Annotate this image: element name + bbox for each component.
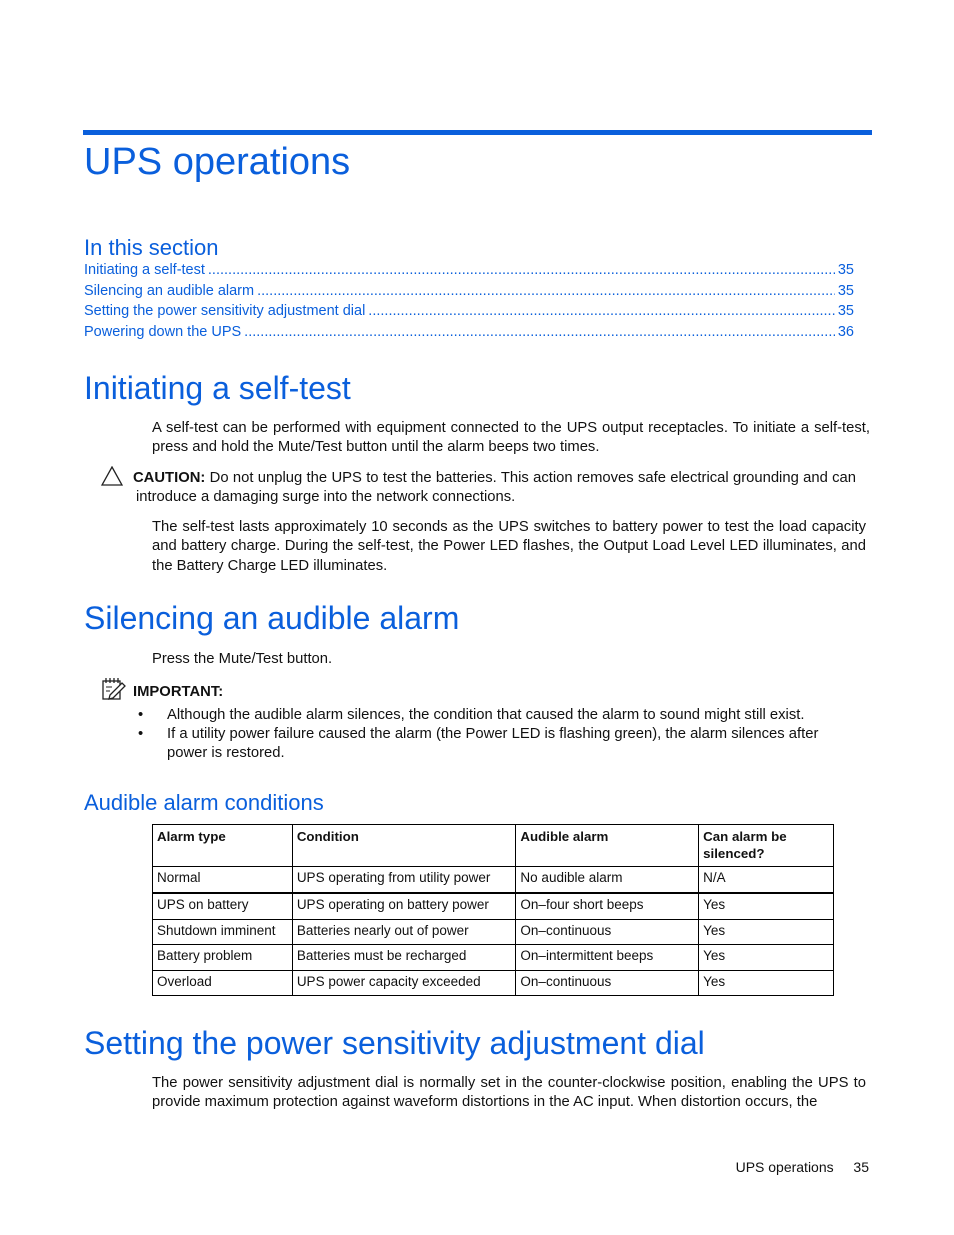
table-cell: On–four short beeps: [516, 893, 699, 919]
caution-text: Do not unplug the UPS to test the batteries. This action removes safe electrical grounding and can introduce a damaging surge into the network connections.: [136, 470, 856, 506]
table-cell: UPS operating on battery power: [292, 893, 516, 919]
toc-leader: [368, 303, 835, 319]
toc-entry[interactable]: [84, 324, 854, 345]
table-cell: On–continuous: [516, 970, 699, 996]
sensitivity-text: The power sensitivity adjustment dial is normally set in the counter-clockwise position, enabling the UPS to provide maximum protection against waveform distortions in the AC input. When distortion occurs, the: [152, 1075, 866, 1111]
toc-entry-label[interactable]: Setting the power sensitivity adjustment dial: [84, 303, 366, 320]
column-header: Condition: [292, 825, 516, 867]
table-row: [153, 893, 834, 919]
table-cell: Yes: [699, 945, 834, 971]
toc-list: [84, 262, 854, 345]
table-cell: Shutdown imminent: [153, 919, 293, 945]
toc-entry[interactable]: [84, 262, 854, 283]
table-row: [153, 945, 834, 971]
chapter-title: UPS operations: [84, 141, 351, 183]
bullet-icon: •: [138, 726, 144, 742]
self-test-heading: Initiating a self-test: [84, 370, 351, 406]
table-row: [153, 867, 834, 894]
toc-entry-page[interactable]: 35: [837, 282, 854, 299]
list-item: [136, 725, 856, 763]
toc-entry-page[interactable]: 36: [837, 324, 854, 341]
table-cell: Batteries must be recharged: [292, 945, 516, 971]
silencing-heading: Silencing an audible alarm: [84, 600, 460, 636]
important-bullets: [136, 706, 856, 763]
toc-entry[interactable]: [84, 303, 854, 324]
table-cell: UPS power capacity exceeded: [292, 970, 516, 996]
table-row: [153, 919, 834, 945]
list-item: [136, 706, 856, 725]
column-header: Audible alarm: [516, 825, 699, 867]
bullet-text: Although the audible alarm silences, the condition that caused the alarm to sound might still exist.: [167, 707, 805, 723]
page-footer: [736, 1159, 869, 1175]
toc-entry-page[interactable]: 35: [837, 262, 854, 278]
important-label-bold: IMPORTANT:: [133, 684, 224, 700]
bullet-icon: •: [138, 707, 144, 723]
self-test-details: The self-test lasts approximately 10 seconds as the UPS switches to battery power to test the load capacity and battery charge. During the self-test, the Power LED flashes, the Output Load Level LED illuminates, and the Battery Charge LED illuminates.: [152, 519, 866, 574]
chapter-rule: [83, 130, 872, 135]
toc-leader: [244, 324, 835, 340]
toc-entry-label[interactable]: Powering down the UPS: [84, 324, 242, 341]
sensitivity-heading: Setting the power sensitivity adjustment dial: [84, 1025, 705, 1061]
table-cell: UPS operating from utility power: [292, 867, 516, 894]
column-header: Alarm type: [153, 825, 293, 867]
table-cell: Yes: [699, 893, 834, 919]
table-cell: Battery problem: [153, 945, 293, 971]
toc-entry-label[interactable]: Initiating a self-test: [84, 262, 205, 278]
table-cell: Normal: [153, 867, 293, 894]
table-cell: N/A: [699, 867, 834, 894]
caution-note: [133, 469, 856, 508]
toc-entry-page[interactable]: 35: [837, 303, 854, 320]
toc-entry[interactable]: [84, 283, 854, 304]
notepad-pencil-icon: [101, 677, 126, 701]
table-cell: No audible alarm: [516, 867, 699, 894]
table-cell: On–intermittent beeps: [516, 945, 699, 971]
alarm-conditions-heading: Audible alarm conditions: [84, 790, 324, 815]
table-cell: Yes: [699, 919, 834, 945]
alarm-conditions-table: [152, 824, 834, 996]
caution-label: CAUTION:: [133, 470, 206, 486]
table-cell: Overload: [153, 970, 293, 996]
table-cell: UPS on battery: [153, 893, 293, 919]
self-test-intro: A self-test can be performed with equipment connected to the UPS output receptacles. To initiate a self-test, press and hold the Mute/Test button until the alarm beeps two times.: [152, 420, 870, 456]
warning-triangle-icon: [101, 466, 123, 486]
in-this-section-heading: In this section: [84, 235, 219, 260]
footer-page-number: 35: [853, 1159, 869, 1175]
toc-leader: [257, 283, 835, 299]
toc-entry-label[interactable]: Silencing an audible alarm: [84, 282, 255, 299]
table-cell: Batteries nearly out of power: [292, 919, 516, 945]
silencing-intro: Press the Mute/Test button.: [152, 651, 333, 667]
bullet-text: If a utility power failure caused the alarm (the Power LED is flashing green), the alarm silences after power is restored.: [167, 726, 819, 761]
table-row: [153, 970, 834, 996]
toc-leader: [208, 262, 835, 278]
column-header: Can alarm be silenced?: [699, 825, 834, 867]
table-header-row: [153, 825, 834, 867]
table-cell: On–continuous: [516, 919, 699, 945]
table-cell: Yes: [699, 970, 834, 996]
footer-section: UPS operations: [735, 1159, 834, 1175]
